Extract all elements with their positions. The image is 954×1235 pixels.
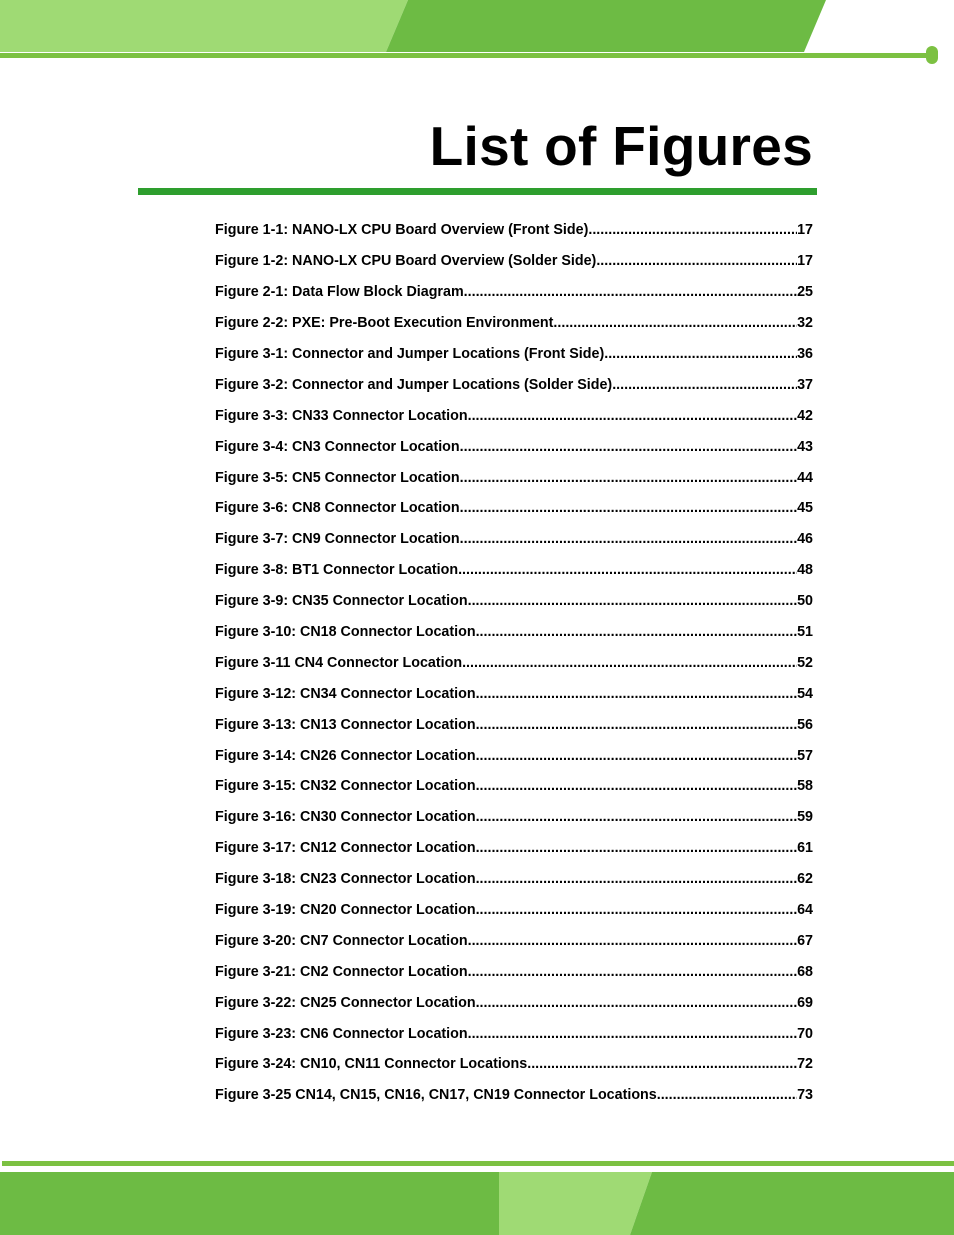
figure-entry-page-number: 72 xyxy=(797,1056,813,1073)
header-dark-shape xyxy=(386,0,826,52)
dot-leader xyxy=(612,377,797,393)
dot-leader xyxy=(476,778,798,794)
figure-entry-page-number: 42 xyxy=(797,407,813,424)
figure-list-entry[interactable] xyxy=(215,308,813,339)
figure-entry-label: Figure 3-1: Connector and Jumper Locations (Front Side) xyxy=(215,346,605,362)
figure-list-entry[interactable] xyxy=(215,462,813,493)
figure-entry-page-number: 48 xyxy=(797,562,813,579)
dot-leader xyxy=(476,902,798,918)
figure-entry-label: Figure 3-4: CN3 Connector Location xyxy=(215,438,460,455)
figure-list-entry[interactable] xyxy=(215,647,813,678)
figure-entry-page-number: 62 xyxy=(797,871,813,888)
figure-entry-page-number: 44 xyxy=(797,469,813,486)
figure-list-entry[interactable] xyxy=(215,277,813,308)
figure-list-entry[interactable] xyxy=(215,987,813,1018)
figure-entry-label: Figure 3-8: BT1 Connector Location xyxy=(215,562,459,579)
figure-entry-page-number: 57 xyxy=(797,747,813,764)
figure-entry-page-number: 51 xyxy=(797,624,813,641)
figure-entry-page-number: 17 xyxy=(797,222,813,239)
dot-leader xyxy=(458,562,797,578)
dot-leader xyxy=(468,964,797,980)
figure-list-entry[interactable] xyxy=(215,864,813,895)
figure-list-entry[interactable] xyxy=(215,369,813,400)
header-rule-end-cap xyxy=(926,46,938,64)
figure-entry-page-number: 32 xyxy=(797,315,813,332)
figure-entry-label: Figure 3-24: CN10, CN11 Connector Locations xyxy=(215,1056,528,1073)
dot-leader xyxy=(460,500,797,516)
dot-leader xyxy=(468,1026,797,1042)
figure-entry-label: Figure 3-12: CN34 Connector Location xyxy=(215,685,476,702)
figure-list-entry[interactable] xyxy=(215,617,813,648)
figure-entry-label: Figure 3-3: CN33 Connector Location xyxy=(215,407,468,424)
figure-entry-label: Figure 3-19: CN20 Connector Location xyxy=(215,902,476,919)
figure-entry-label: Figure 3-20: CN7 Connector Location xyxy=(215,932,468,949)
figure-entry-page-number: 54 xyxy=(797,685,813,702)
figure-entry-label: Figure 3-16: CN30 Connector Location xyxy=(215,809,476,826)
figure-entry-label: Figure 3-18: CN23 Connector Location xyxy=(215,871,476,888)
figure-entry-label: Figure 3-21: CN2 Connector Location xyxy=(215,963,468,980)
footer-band xyxy=(0,1172,954,1235)
figure-entry-label: Figure 1-1: NANO-LX CPU Board Overview (Front Side) xyxy=(215,222,589,239)
footer-dark-left-shape xyxy=(0,1172,499,1235)
dot-leader xyxy=(476,748,798,764)
figure-list-entry[interactable] xyxy=(215,215,813,246)
figure-entry-label: Figure 3-22: CN25 Connector Location xyxy=(215,994,476,1011)
dot-leader xyxy=(462,655,797,671)
dot-leader xyxy=(527,1056,797,1072)
dot-leader xyxy=(476,686,798,702)
dot-leader xyxy=(476,995,798,1011)
figure-list-entry[interactable] xyxy=(215,431,813,462)
dot-leader xyxy=(460,470,797,486)
figure-list-entry[interactable] xyxy=(215,555,813,586)
figure-list-entry[interactable] xyxy=(215,246,813,277)
figure-entry-label: Figure 3-14: CN26 Connector Location xyxy=(215,747,476,764)
figure-list-entry[interactable] xyxy=(215,1080,813,1111)
figure-list-entry[interactable] xyxy=(215,925,813,956)
title-underline xyxy=(138,188,817,195)
figure-list-entry[interactable] xyxy=(215,1018,813,1049)
figure-entry-page-number: 73 xyxy=(797,1087,813,1104)
figure-list-entry[interactable] xyxy=(215,802,813,833)
figure-list-entry[interactable] xyxy=(215,493,813,524)
dot-leader xyxy=(460,439,797,455)
figure-entry-page-number: 17 xyxy=(797,253,813,270)
figure-list-entry[interactable] xyxy=(215,586,813,617)
dot-leader xyxy=(468,593,797,609)
dot-leader xyxy=(464,284,797,300)
dot-leader xyxy=(476,717,798,733)
header-light-shape xyxy=(0,0,408,52)
figure-entry-label: Figure 3-9: CN35 Connector Location xyxy=(215,593,468,610)
figure-entry-label: Figure 2-1: Data Flow Block Diagram xyxy=(215,284,464,301)
header-rule xyxy=(0,53,932,58)
figure-list-entry[interactable] xyxy=(215,1049,813,1080)
figure-list-entry[interactable] xyxy=(215,956,813,987)
figure-entry-label: Figure 3-11 CN4 Connector Location xyxy=(215,654,463,671)
figure-entry-page-number: 37 xyxy=(797,376,813,393)
figure-entry-page-number: 36 xyxy=(797,346,813,362)
figure-entry-page-number: 61 xyxy=(797,840,813,857)
figure-entry-label: Figure 2-2: PXE: Pre-Boot Execution Environment xyxy=(215,315,554,332)
figure-list-entry[interactable] xyxy=(215,771,813,802)
figure-entry-page-number: 58 xyxy=(797,778,813,795)
page-title: List of Figures xyxy=(429,115,813,177)
figure-entry-label: Figure 3-2: Connector and Jumper Locations (Solder Side) xyxy=(215,376,613,393)
figure-entry-label: Figure 3-23: CN6 Connector Location xyxy=(215,1025,468,1042)
dot-leader xyxy=(476,809,798,825)
figure-entry-page-number: 25 xyxy=(797,284,813,301)
figure-entry-page-number: 46 xyxy=(797,531,813,548)
figure-entry-page-number: 59 xyxy=(797,809,813,826)
figure-list xyxy=(215,215,813,1111)
dot-leader xyxy=(476,871,798,887)
dot-leader xyxy=(604,346,797,362)
figure-entry-label: Figure 3-25 CN14, CN15, CN16, CN17, CN19 Connector Locations xyxy=(215,1087,657,1104)
figure-list-entry[interactable] xyxy=(215,524,813,555)
figure-entry-label: Figure 3-6: CN8 Connector Location xyxy=(215,500,460,517)
figure-entry-label: Figure 3-15: CN32 Connector Location xyxy=(215,778,476,795)
figure-list-entry[interactable] xyxy=(215,678,813,709)
dot-leader xyxy=(468,933,797,949)
dot-leader xyxy=(476,840,798,856)
figure-entry-page-number: 68 xyxy=(797,963,813,980)
header-band xyxy=(0,0,954,52)
figure-list-entry[interactable] xyxy=(215,400,813,431)
figure-entry-label: Figure 1-2: NANO-LX CPU Board Overview (Solder Side) xyxy=(215,253,597,270)
figure-list-entry[interactable] xyxy=(215,709,813,740)
figure-entry-page-number: 52 xyxy=(797,654,813,671)
figure-entry-page-number: 69 xyxy=(797,994,813,1011)
dot-leader xyxy=(460,531,797,547)
figure-entry-page-number: 43 xyxy=(797,438,813,455)
dot-leader xyxy=(553,315,797,331)
dot-leader xyxy=(468,408,797,424)
figure-list-entry[interactable] xyxy=(215,833,813,864)
dot-leader xyxy=(588,222,797,238)
figure-list-entry[interactable] xyxy=(215,895,813,926)
figure-entry-label: Figure 3-5: CN5 Connector Location xyxy=(215,469,460,486)
footer-rule xyxy=(2,1161,954,1166)
figure-list-entry[interactable] xyxy=(215,339,813,370)
dot-leader xyxy=(657,1087,797,1103)
figure-entry-label: Figure 3-17: CN12 Connector Location xyxy=(215,840,476,857)
footer-light-shape xyxy=(499,1172,652,1235)
footer-dark-right-shape xyxy=(630,1172,954,1235)
figure-entry-page-number: 70 xyxy=(797,1025,813,1042)
figure-entry-page-number: 64 xyxy=(797,902,813,919)
figure-entry-page-number: 67 xyxy=(797,932,813,949)
figure-entry-label: Figure 3-10: CN18 Connector Location xyxy=(215,624,476,641)
figure-entry-page-number: 45 xyxy=(797,500,813,517)
dot-leader xyxy=(596,253,797,269)
figure-list-entry[interactable] xyxy=(215,740,813,771)
dot-leader xyxy=(476,624,798,640)
figure-entry-label: Figure 3-7: CN9 Connector Location xyxy=(215,531,460,548)
figure-entry-page-number: 56 xyxy=(797,716,813,733)
figure-entry-label: Figure 3-13: CN13 Connector Location xyxy=(215,716,476,733)
figure-entry-page-number: 50 xyxy=(797,593,813,610)
